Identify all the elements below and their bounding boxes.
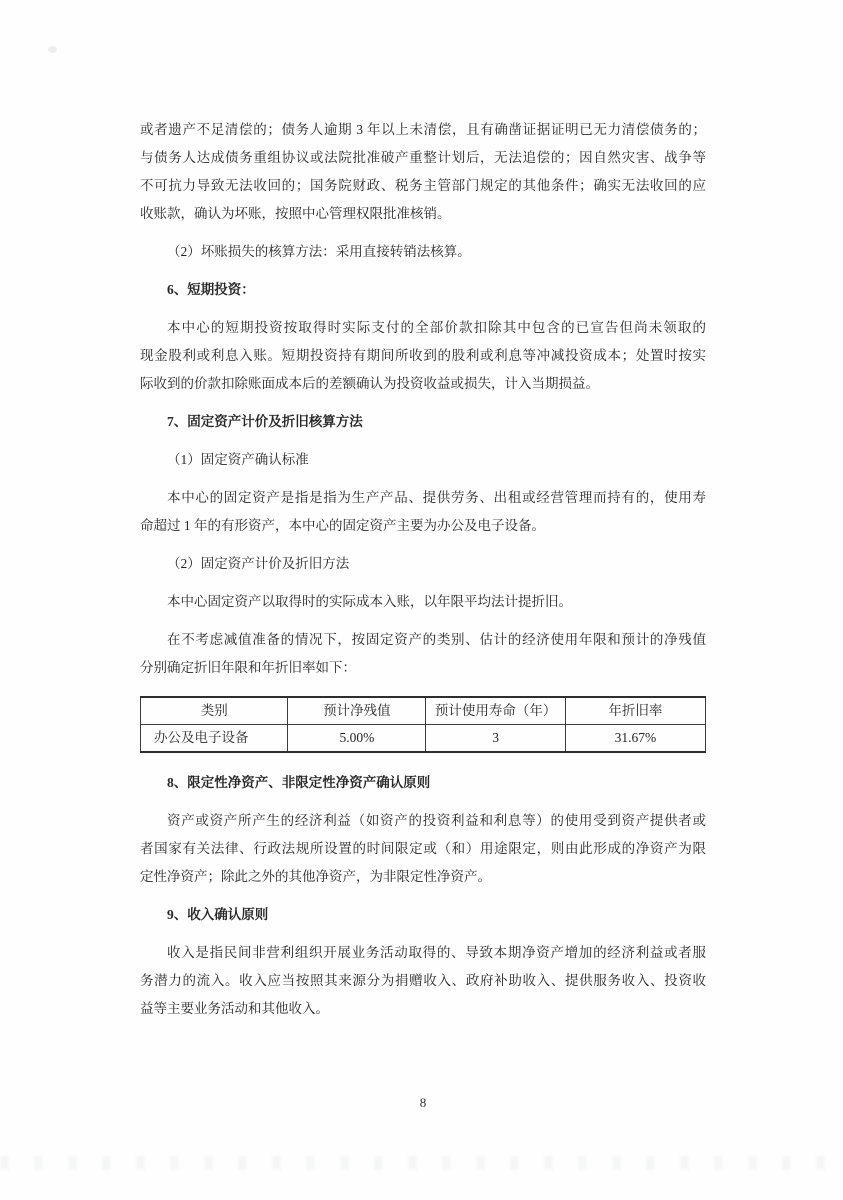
- paragraph-fixed-asset-definition: [140, 484, 706, 540]
- table-header-row: [141, 697, 706, 725]
- table-header-category: 类别: [141, 697, 288, 725]
- text-line: 或者遗产不足清偿的；债务人逾期 3 年以上未清偿，且有确凿证据证明已无力清偿债务的；: [140, 122, 706, 137]
- text-line: 资产或资产所产生的经济利益（如资产的投资利益和利息等）的使用受到资产提供者或: [167, 813, 706, 828]
- scan-speck: [48, 46, 57, 53]
- text-line: 本中心的短期投资按取得时实际支付的全部价款扣除其中包含的已宣告但尚未领取的: [167, 320, 706, 335]
- text-line: 命超过 1 年的有形资产，本中心的固定资产主要为办公及电子设备。: [140, 518, 545, 533]
- table-header-residual: 预计净残值: [288, 697, 426, 725]
- table-cell-useful-life: 3: [426, 725, 566, 753]
- scan-bleed-through: [0, 1156, 843, 1170]
- paragraph-depreciation-method: [140, 588, 706, 616]
- table-cell-residual: 5.00%: [288, 725, 426, 753]
- text-line: 与债务人达成债务重组协议或法院批准破产重整计划后，无法追偿的；因自然灾害、战争等: [140, 150, 706, 165]
- text-line: 分别确定折旧年限和年折旧率如下：: [140, 660, 356, 675]
- table-row: [141, 725, 706, 753]
- subheading-7-1: （1）固定资产确认标准: [167, 452, 309, 467]
- section-heading-7: 7、固定资产计价及折旧核算方法: [167, 414, 363, 429]
- paragraph-bad-debt-conditions: [140, 116, 706, 228]
- text-line: 定性净资产；除此之外的其他净资产，为非限定性净资产。: [140, 869, 491, 884]
- text-line: 收账款，确认为坏账，按照中心管理权限批准核销。: [140, 206, 451, 221]
- paragraph-net-assets: [140, 807, 706, 891]
- table-cell-depreciation-rate: 31.67%: [565, 725, 705, 753]
- section-heading-6: 6、短期投资：: [167, 282, 255, 297]
- section-heading-8: 8、限定性净资产、非限定性净资产确认原则: [167, 775, 431, 790]
- text-line: 本中心的固定资产是指是指为生产产品、提供劳务、出租或经营管理而持有的，使用寿: [167, 490, 706, 505]
- table-cell-category: 办公及电子设备: [141, 725, 288, 753]
- text-line: 益等主要业务活动和其他收入。: [140, 1001, 329, 1016]
- text-line: 者国家有关法律、行政法规所设置的时间限定或（和）用途限定，则由此形成的净资产为限: [140, 841, 706, 856]
- page-number: 8: [419, 1095, 427, 1110]
- paragraph-depreciation-intro: [140, 626, 706, 682]
- text-line: 务潜力的流入。收入应当按照其来源分为捐赠收入、政府补助收入、提供服务收入、投资收: [140, 973, 706, 988]
- paragraph-revenue-recognition: [140, 939, 706, 1023]
- text-line: 现金股利或利息入账。短期投资持有期间所收到的股利或利息等冲减投资成本；处置时按实: [140, 348, 706, 363]
- page-content: [140, 116, 706, 1113]
- text-line: 收入是指民间非营利组织开展业务活动取得的、导致本期净资产增加的经济利益或者服: [167, 945, 706, 960]
- text-line: 本中心固定资产以取得时的实际成本入账，以年限平均法计提折旧。: [167, 594, 572, 609]
- section-heading-9: 9、收入确认原则: [167, 907, 269, 922]
- subheading-7-2: （2）固定资产计价及折旧方法: [167, 556, 350, 571]
- table-header-depreciation-rate: 年折旧率: [565, 697, 705, 725]
- paragraph-short-term-investments: [140, 314, 706, 398]
- item-bad-debt-method: （2）坏账损失的核算方法：采用直接转销法核算。: [167, 244, 471, 259]
- text-line: 不可抗力导致无法收回的；国务院财政、税务主管部门规定的其他条件；确实无法收回的应: [140, 178, 706, 193]
- text-line: 在不考虑减值准备的情况下，按固定资产的类别、估计的经济使用年限和预计的净残值: [167, 632, 706, 647]
- depreciation-table-wrapper: [140, 696, 706, 753]
- depreciation-table: [140, 696, 706, 753]
- table-header-useful-life: 预计使用寿命（年）: [426, 697, 566, 725]
- text-line: 际收到的价款扣除账面成本后的差额确认为投资收益或损失，计入当期损益。: [140, 376, 599, 391]
